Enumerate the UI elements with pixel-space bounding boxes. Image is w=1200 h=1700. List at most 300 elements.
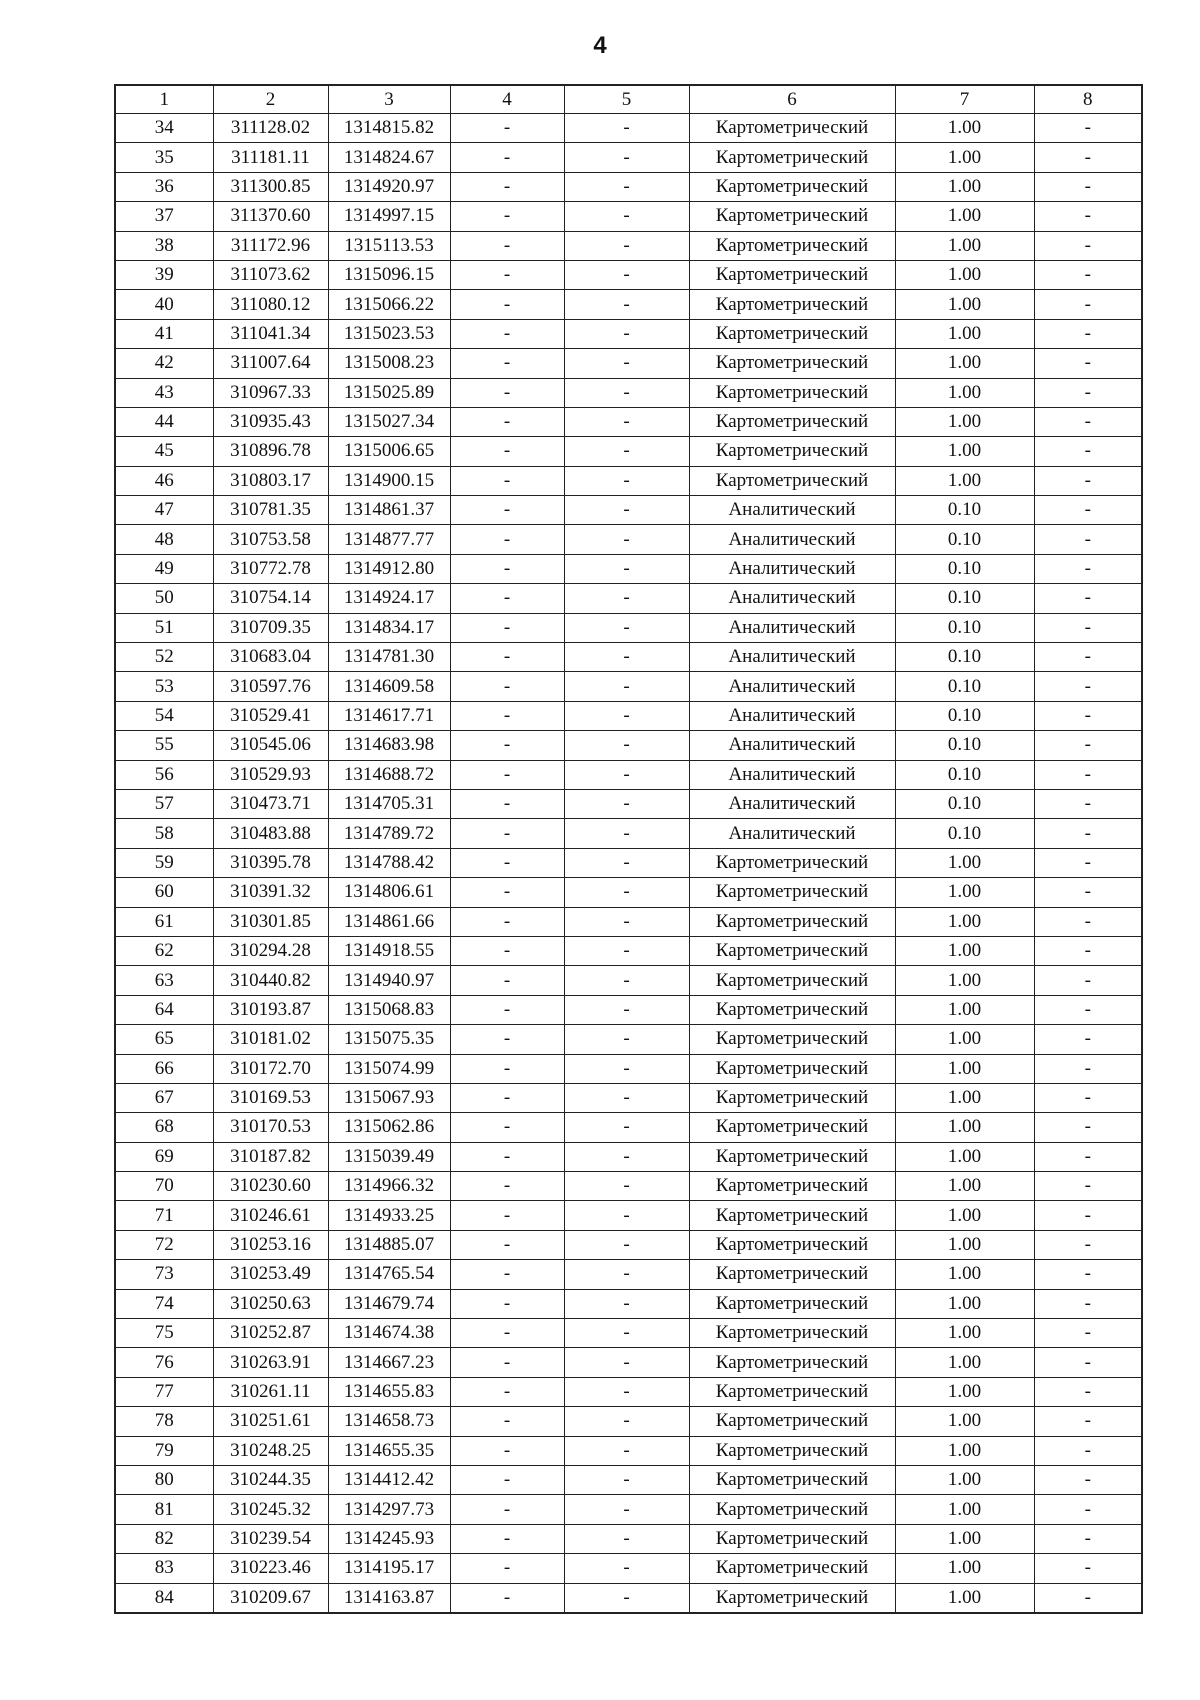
table-cell-col-5: - xyxy=(564,789,689,818)
table-cell-col-5: - xyxy=(564,1583,689,1613)
table-cell-col-2: 310193.87 xyxy=(213,995,328,1024)
table-cell-col-7: 1.00 xyxy=(895,1142,1034,1171)
table-cell-col-6: Аналитический xyxy=(689,496,895,525)
table-cell-col-5: - xyxy=(564,1142,689,1171)
table-cell-col-5: - xyxy=(564,466,689,495)
table-cell-col-7: 1.00 xyxy=(895,1054,1034,1083)
table-cell-col-7: 1.00 xyxy=(895,437,1034,466)
table-cell-col-5: - xyxy=(564,584,689,613)
table-cell-col-1: 47 xyxy=(115,496,213,525)
table-cell-col-4: - xyxy=(450,407,564,436)
table-cell-col-6: Картометрический xyxy=(689,260,895,289)
table-cell-col-8: - xyxy=(1034,1054,1142,1083)
table-cell-col-7: 1.00 xyxy=(895,1201,1034,1230)
table-cell-col-7: 1.00 xyxy=(895,143,1034,172)
table-cell-col-3: 1314765.54 xyxy=(328,1260,450,1289)
table-cell-col-6: Картометрический xyxy=(689,290,895,319)
table-cell-col-5: - xyxy=(564,1319,689,1348)
table-cell-col-4: - xyxy=(450,1289,564,1318)
table-cell-col-1: 50 xyxy=(115,584,213,613)
table-row xyxy=(115,172,1142,201)
table-cell-col-1: 48 xyxy=(115,525,213,554)
table-cell-col-5: - xyxy=(564,1554,689,1583)
table-cell-col-8: - xyxy=(1034,789,1142,818)
table-cell-col-8: - xyxy=(1034,1083,1142,1112)
table-cell-col-5: - xyxy=(564,172,689,201)
table-row xyxy=(115,1025,1142,1054)
table-cell-col-2: 311007.64 xyxy=(213,349,328,378)
table-cell-col-2: 310301.85 xyxy=(213,907,328,936)
table-cell-col-7: 1.00 xyxy=(895,1319,1034,1348)
table-cell-col-6: Картометрический xyxy=(689,231,895,260)
table-cell-col-4: - xyxy=(450,1348,564,1377)
table-cell-col-6: Аналитический xyxy=(689,554,895,583)
table-cell-col-6: Картометрический xyxy=(689,1025,895,1054)
table-cell-col-3: 1314924.17 xyxy=(328,584,450,613)
table-row xyxy=(115,1230,1142,1259)
table-cell-col-4: - xyxy=(450,319,564,348)
table-cell-col-7: 0.10 xyxy=(895,789,1034,818)
table-cell-col-6: Аналитический xyxy=(689,672,895,701)
table-cell-col-7: 1.00 xyxy=(895,319,1034,348)
table-cell-col-8: - xyxy=(1034,1377,1142,1406)
table-row xyxy=(115,1554,1142,1583)
table-cell-col-1: 41 xyxy=(115,319,213,348)
table-cell-col-3: 1314688.72 xyxy=(328,760,450,789)
table-cell-col-7: 1.00 xyxy=(895,1348,1034,1377)
column-header-4: 4 xyxy=(450,85,564,114)
table-cell-col-1: 57 xyxy=(115,789,213,818)
table-cell-col-1: 49 xyxy=(115,554,213,583)
table-row xyxy=(115,643,1142,672)
table-row xyxy=(115,1524,1142,1553)
table-cell-col-1: 60 xyxy=(115,878,213,907)
table-cell-col-3: 1314788.42 xyxy=(328,848,450,877)
table-row xyxy=(115,554,1142,583)
table-cell-col-3: 1314781.30 xyxy=(328,643,450,672)
table-cell-col-2: 311128.02 xyxy=(213,114,328,143)
table-cell-col-3: 1314824.67 xyxy=(328,143,450,172)
table-cell-col-8: - xyxy=(1034,1260,1142,1289)
table-cell-col-7: 0.10 xyxy=(895,760,1034,789)
table-cell-col-4: - xyxy=(450,525,564,554)
table-cell-col-3: 1314655.35 xyxy=(328,1436,450,1465)
table-cell-col-2: 310391.32 xyxy=(213,878,328,907)
table-cell-col-8: - xyxy=(1034,525,1142,554)
table-cell-col-1: 61 xyxy=(115,907,213,936)
table-cell-col-7: 1.00 xyxy=(895,466,1034,495)
table-cell-col-5: - xyxy=(564,731,689,760)
table-cell-col-1: 75 xyxy=(115,1319,213,1348)
table-cell-col-1: 36 xyxy=(115,172,213,201)
table-cell-col-7: 1.00 xyxy=(895,1583,1034,1613)
table-row xyxy=(115,1113,1142,1142)
table-cell-col-1: 52 xyxy=(115,643,213,672)
table-cell-col-6: Картометрический xyxy=(689,143,895,172)
table-cell-col-5: - xyxy=(564,1172,689,1201)
table-cell-col-2: 310246.61 xyxy=(213,1201,328,1230)
column-header-5: 5 xyxy=(564,85,689,114)
table-cell-col-3: 1314683.98 xyxy=(328,731,450,760)
coordinates-table xyxy=(114,84,1143,1614)
table-row xyxy=(115,1583,1142,1613)
table-cell-col-5: - xyxy=(564,378,689,407)
table-cell-col-5: - xyxy=(564,202,689,231)
table-cell-col-5: - xyxy=(564,1054,689,1083)
table-cell-col-1: 38 xyxy=(115,231,213,260)
table-cell-col-4: - xyxy=(450,437,564,466)
table-cell-col-8: - xyxy=(1034,643,1142,672)
table-cell-col-3: 1315074.99 xyxy=(328,1054,450,1083)
table-cell-col-8: - xyxy=(1034,1495,1142,1524)
table-cell-col-8: - xyxy=(1034,760,1142,789)
table-cell-col-5: - xyxy=(564,1436,689,1465)
table-cell-col-7: 1.00 xyxy=(895,1083,1034,1112)
table-cell-col-6: Аналитический xyxy=(689,701,895,730)
table-cell-col-5: - xyxy=(564,760,689,789)
table-cell-col-2: 311181.11 xyxy=(213,143,328,172)
table-cell-col-6: Картометрический xyxy=(689,1319,895,1348)
table-row xyxy=(115,260,1142,289)
table-body xyxy=(115,114,1142,1613)
table-cell-col-4: - xyxy=(450,202,564,231)
table-cell-col-7: 1.00 xyxy=(895,1260,1034,1289)
table-cell-col-6: Картометрический xyxy=(689,907,895,936)
table-row xyxy=(115,613,1142,642)
table-cell-col-7: 1.00 xyxy=(895,202,1034,231)
table-cell-col-5: - xyxy=(564,290,689,319)
table-cell-col-3: 1314195.17 xyxy=(328,1554,450,1583)
table-cell-col-2: 310709.35 xyxy=(213,613,328,642)
table-cell-col-6: Картометрический xyxy=(689,878,895,907)
table-cell-col-5: - xyxy=(564,701,689,730)
table-cell-col-8: - xyxy=(1034,260,1142,289)
table-cell-col-3: 1314609.58 xyxy=(328,672,450,701)
table-cell-col-5: - xyxy=(564,525,689,554)
table-cell-col-3: 1314834.17 xyxy=(328,613,450,642)
table-row xyxy=(115,1436,1142,1465)
table-cell-col-4: - xyxy=(450,1465,564,1494)
table-header-row xyxy=(115,85,1142,114)
table-cell-col-4: - xyxy=(450,819,564,848)
page-number: 4 xyxy=(593,32,607,59)
table-cell-col-7: 0.10 xyxy=(895,701,1034,730)
table-cell-col-7: 1.00 xyxy=(895,1407,1034,1436)
table-cell-col-4: - xyxy=(450,672,564,701)
table-cell-col-7: 1.00 xyxy=(895,349,1034,378)
table-cell-col-7: 0.10 xyxy=(895,496,1034,525)
table-cell-col-6: Аналитический xyxy=(689,613,895,642)
table-cell-col-7: 1.00 xyxy=(895,878,1034,907)
table-cell-col-8: - xyxy=(1034,1113,1142,1142)
table-row xyxy=(115,143,1142,172)
table-cell-col-5: - xyxy=(564,672,689,701)
table-row xyxy=(115,202,1142,231)
table-cell-col-1: 63 xyxy=(115,966,213,995)
table-cell-col-3: 1314412.42 xyxy=(328,1465,450,1494)
table-cell-col-6: Картометрический xyxy=(689,114,895,143)
table-row xyxy=(115,1054,1142,1083)
table-cell-col-3: 1315008.23 xyxy=(328,349,450,378)
table-cell-col-4: - xyxy=(450,378,564,407)
table-cell-col-4: - xyxy=(450,966,564,995)
table-cell-col-1: 74 xyxy=(115,1289,213,1318)
table-cell-col-3: 1314679.74 xyxy=(328,1289,450,1318)
table-cell-col-8: - xyxy=(1034,1436,1142,1465)
table-cell-col-8: - xyxy=(1034,437,1142,466)
table-cell-col-8: - xyxy=(1034,1407,1142,1436)
table-row xyxy=(115,231,1142,260)
table-cell-col-8: - xyxy=(1034,231,1142,260)
table-cell-col-5: - xyxy=(564,260,689,289)
table-cell-col-5: - xyxy=(564,1025,689,1054)
table-cell-col-8: - xyxy=(1034,701,1142,730)
table-cell-col-5: - xyxy=(564,1465,689,1494)
table-row xyxy=(115,496,1142,525)
table-cell-col-6: Картометрический xyxy=(689,1054,895,1083)
table-cell-col-3: 1315068.83 xyxy=(328,995,450,1024)
table-cell-col-1: 82 xyxy=(115,1524,213,1553)
table-row xyxy=(115,1377,1142,1406)
table-cell-col-6: Картометрический xyxy=(689,466,895,495)
table-cell-col-3: 1314705.31 xyxy=(328,789,450,818)
table-row xyxy=(115,407,1142,436)
table-cell-col-3: 1315039.49 xyxy=(328,1142,450,1171)
table-cell-col-1: 70 xyxy=(115,1172,213,1201)
table-cell-col-7: 1.00 xyxy=(895,1465,1034,1494)
table-cell-col-5: - xyxy=(564,1230,689,1259)
table-cell-col-5: - xyxy=(564,878,689,907)
table-cell-col-8: - xyxy=(1034,1319,1142,1348)
table-row xyxy=(115,1260,1142,1289)
table-cell-col-3: 1314885.07 xyxy=(328,1230,450,1259)
table-cell-col-2: 310529.93 xyxy=(213,760,328,789)
table-cell-col-7: 1.00 xyxy=(895,290,1034,319)
table-cell-col-8: - xyxy=(1034,1025,1142,1054)
table-cell-col-2: 310239.54 xyxy=(213,1524,328,1553)
table-cell-col-8: - xyxy=(1034,1348,1142,1377)
table-row xyxy=(115,1289,1142,1318)
table-cell-col-4: - xyxy=(450,349,564,378)
table-cell-col-2: 310250.63 xyxy=(213,1289,328,1318)
table-cell-col-2: 311080.12 xyxy=(213,290,328,319)
table-cell-col-4: - xyxy=(450,1172,564,1201)
table-cell-col-2: 310483.88 xyxy=(213,819,328,848)
table-cell-col-4: - xyxy=(450,789,564,818)
table-cell-col-4: - xyxy=(450,1407,564,1436)
table-cell-col-6: Картометрический xyxy=(689,1289,895,1318)
table-cell-col-1: 71 xyxy=(115,1201,213,1230)
table-row xyxy=(115,819,1142,848)
table-cell-col-3: 1314674.38 xyxy=(328,1319,450,1348)
table-row xyxy=(115,349,1142,378)
table-cell-col-8: - xyxy=(1034,1465,1142,1494)
table-cell-col-5: - xyxy=(564,907,689,936)
table-cell-col-5: - xyxy=(564,143,689,172)
table-row xyxy=(115,584,1142,613)
table-row xyxy=(115,848,1142,877)
table-cell-col-8: - xyxy=(1034,407,1142,436)
column-header-1: 1 xyxy=(115,85,213,114)
table-cell-col-5: - xyxy=(564,613,689,642)
table-cell-col-7: 1.00 xyxy=(895,1524,1034,1553)
table-cell-col-2: 310395.78 xyxy=(213,848,328,877)
table-cell-col-2: 310170.53 xyxy=(213,1113,328,1142)
table-cell-col-4: - xyxy=(450,260,564,289)
table-cell-col-2: 311300.85 xyxy=(213,172,328,201)
table-cell-col-4: - xyxy=(450,936,564,965)
table-cell-col-1: 79 xyxy=(115,1436,213,1465)
table-cell-col-2: 311041.34 xyxy=(213,319,328,348)
table-cell-col-3: 1314789.72 xyxy=(328,819,450,848)
table-cell-col-8: - xyxy=(1034,1201,1142,1230)
table-cell-col-1: 51 xyxy=(115,613,213,642)
table-cell-col-6: Аналитический xyxy=(689,525,895,554)
table-cell-col-4: - xyxy=(450,1554,564,1583)
table-cell-col-6: Картометрический xyxy=(689,407,895,436)
table-cell-col-7: 1.00 xyxy=(895,1436,1034,1465)
table-cell-col-7: 0.10 xyxy=(895,731,1034,760)
table-cell-col-1: 62 xyxy=(115,936,213,965)
table-cell-col-5: - xyxy=(564,1407,689,1436)
table-cell-col-4: - xyxy=(450,1524,564,1553)
table-cell-col-6: Картометрический xyxy=(689,966,895,995)
table-cell-col-8: - xyxy=(1034,202,1142,231)
table-cell-col-7: 1.00 xyxy=(895,995,1034,1024)
table-cell-col-4: - xyxy=(450,1113,564,1142)
table-cell-col-1: 77 xyxy=(115,1377,213,1406)
table-cell-col-3: 1315113.53 xyxy=(328,231,450,260)
table-cell-col-8: - xyxy=(1034,907,1142,936)
table-cell-col-8: - xyxy=(1034,995,1142,1024)
table-cell-col-2: 311073.62 xyxy=(213,260,328,289)
table-cell-col-4: - xyxy=(450,878,564,907)
table-cell-col-3: 1314877.77 xyxy=(328,525,450,554)
table-cell-col-4: - xyxy=(450,290,564,319)
table-cell-col-5: - xyxy=(564,1289,689,1318)
table-cell-col-7: 1.00 xyxy=(895,966,1034,995)
table-cell-col-5: - xyxy=(564,643,689,672)
table-cell-col-8: - xyxy=(1034,966,1142,995)
table-cell-col-1: 37 xyxy=(115,202,213,231)
table-cell-col-1: 84 xyxy=(115,1583,213,1613)
table-cell-col-6: Картометрический xyxy=(689,1260,895,1289)
table-cell-col-3: 1314918.55 xyxy=(328,936,450,965)
table-row xyxy=(115,1142,1142,1171)
table-cell-col-7: 0.10 xyxy=(895,525,1034,554)
table-cell-col-8: - xyxy=(1034,1142,1142,1171)
table-cell-col-4: - xyxy=(450,1495,564,1524)
table-cell-col-3: 1314861.66 xyxy=(328,907,450,936)
table-cell-col-7: 0.10 xyxy=(895,643,1034,672)
table-cell-col-6: Картометрический xyxy=(689,995,895,1024)
table-cell-col-7: 1.00 xyxy=(895,907,1034,936)
table-row xyxy=(115,1348,1142,1377)
table-cell-col-2: 310252.87 xyxy=(213,1319,328,1348)
table-cell-col-8: - xyxy=(1034,878,1142,907)
table-cell-col-6: Картометрический xyxy=(689,172,895,201)
table-cell-col-2: 310967.33 xyxy=(213,378,328,407)
table-cell-col-1: 39 xyxy=(115,260,213,289)
table-row xyxy=(115,114,1142,143)
table-cell-col-1: 45 xyxy=(115,437,213,466)
table-cell-col-6: Картометрический xyxy=(689,1142,895,1171)
table-cell-col-2: 310181.02 xyxy=(213,1025,328,1054)
table-cell-col-8: - xyxy=(1034,1583,1142,1613)
table-cell-col-6: Картометрический xyxy=(689,437,895,466)
table-cell-col-5: - xyxy=(564,1113,689,1142)
column-header-3: 3 xyxy=(328,85,450,114)
table-cell-col-4: - xyxy=(450,1436,564,1465)
table-cell-col-6: Аналитический xyxy=(689,584,895,613)
table-row xyxy=(115,1319,1142,1348)
table-cell-col-1: 65 xyxy=(115,1025,213,1054)
table-cell-col-2: 310294.28 xyxy=(213,936,328,965)
table-cell-col-4: - xyxy=(450,1083,564,1112)
table-cell-col-7: 1.00 xyxy=(895,172,1034,201)
table-cell-col-2: 310772.78 xyxy=(213,554,328,583)
table-cell-col-1: 69 xyxy=(115,1142,213,1171)
table-cell-col-3: 1314900.15 xyxy=(328,466,450,495)
table-cell-col-3: 1314966.32 xyxy=(328,1172,450,1201)
table-cell-col-6: Картометрический xyxy=(689,202,895,231)
table-cell-col-3: 1315006.65 xyxy=(328,437,450,466)
table-row xyxy=(115,760,1142,789)
table-cell-col-7: 0.10 xyxy=(895,554,1034,583)
table-row xyxy=(115,1201,1142,1230)
table-cell-col-2: 310244.35 xyxy=(213,1465,328,1494)
table-cell-col-2: 310169.53 xyxy=(213,1083,328,1112)
table-row xyxy=(115,1083,1142,1112)
table-cell-col-3: 1314933.25 xyxy=(328,1201,450,1230)
table-row xyxy=(115,1495,1142,1524)
table-cell-col-7: 0.10 xyxy=(895,584,1034,613)
table-cell-col-3: 1314658.73 xyxy=(328,1407,450,1436)
table-cell-col-6: Картометрический xyxy=(689,936,895,965)
table-cell-col-2: 310209.67 xyxy=(213,1583,328,1613)
table-cell-col-2: 310253.49 xyxy=(213,1260,328,1289)
table-cell-col-7: 1.00 xyxy=(895,114,1034,143)
table-cell-col-8: - xyxy=(1034,496,1142,525)
table-cell-col-4: - xyxy=(450,1025,564,1054)
table-cell-col-2: 310253.16 xyxy=(213,1230,328,1259)
table-cell-col-8: - xyxy=(1034,613,1142,642)
table-cell-col-4: - xyxy=(450,1054,564,1083)
table-cell-col-7: 1.00 xyxy=(895,848,1034,877)
table-cell-col-4: - xyxy=(450,466,564,495)
table-cell-col-3: 1314667.23 xyxy=(328,1348,450,1377)
table-cell-col-8: - xyxy=(1034,584,1142,613)
table-row xyxy=(115,731,1142,760)
table-cell-col-1: 66 xyxy=(115,1054,213,1083)
table-cell-col-2: 310223.46 xyxy=(213,1554,328,1583)
table-cell-col-8: - xyxy=(1034,319,1142,348)
table-cell-col-5: - xyxy=(564,1201,689,1230)
table-cell-col-6: Картометрический xyxy=(689,319,895,348)
table-cell-col-8: - xyxy=(1034,143,1142,172)
table-cell-col-7: 1.00 xyxy=(895,1113,1034,1142)
table-cell-col-1: 73 xyxy=(115,1260,213,1289)
table-cell-col-8: - xyxy=(1034,936,1142,965)
table-cell-col-2: 310230.60 xyxy=(213,1172,328,1201)
table-cell-col-6: Аналитический xyxy=(689,731,895,760)
table-cell-col-3: 1314815.82 xyxy=(328,114,450,143)
table-cell-col-8: - xyxy=(1034,114,1142,143)
column-header-2: 2 xyxy=(213,85,328,114)
table-cell-col-4: - xyxy=(450,554,564,583)
table-cell-col-4: - xyxy=(450,848,564,877)
table-row xyxy=(115,672,1142,701)
